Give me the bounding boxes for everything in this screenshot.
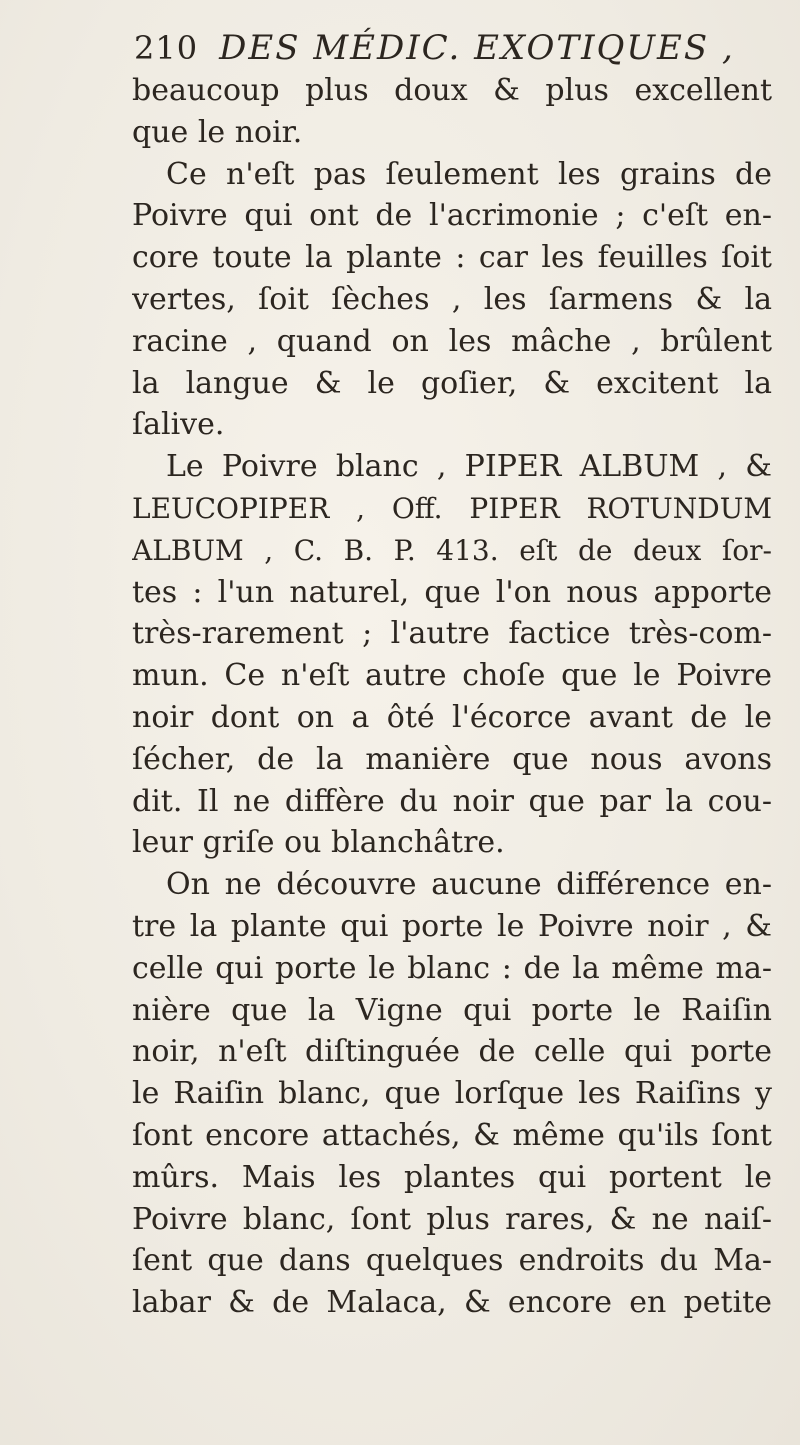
running-head: DES MÉDIC. EXOTIQUES , xyxy=(219,28,735,68)
text-line: dit. Il ne diffère du noir que par la cou- xyxy=(132,783,772,819)
text-line: beaucoup plus doux & plus excellent xyxy=(132,73,772,108)
text-line: vertes, ſoit ſèches , les ſarmens & la xyxy=(132,281,772,317)
text-line: ALBUM , C. B. P. 413. eſt de deux ſor- xyxy=(132,533,772,567)
text-line: Poivre qui ont de l'acrimonie ; c'eſt en- xyxy=(132,198,772,234)
text-line: celle qui porte le blanc : de la même ma- xyxy=(132,950,772,986)
text-line: labar & de Malaca, & encore en petite xyxy=(132,1285,772,1321)
body-text xyxy=(132,70,772,1324)
text-line: mûrs. Mais les plantes qui portent le xyxy=(132,1159,772,1195)
text-line: tre la plante qui porte le Poivre noir , & xyxy=(132,908,772,944)
text-line: Poivre blanc, ſont plus rares, & ne naiſ- xyxy=(132,1201,772,1237)
text-line: leur griſe ou blanchâtre. xyxy=(132,825,505,861)
text-line: core toute la plante : car les feuilles ſoit xyxy=(132,240,772,276)
text-line: ſont encore attachés, & même qu'ils ſont xyxy=(132,1117,772,1153)
text-line: racine , quand on les mâche , brûlent xyxy=(132,323,772,359)
text-line: LEUCOPIPER , Off. PIPER ROTUNDUM xyxy=(132,491,772,525)
text-line: On ne découvre aucune différence en- xyxy=(166,867,772,903)
page-number: 210 xyxy=(134,29,199,67)
text-line: noir dont on a ôté l'écorce avant de le xyxy=(132,699,772,735)
text-line: que le noir. xyxy=(132,114,303,150)
text-line: nière que la Vigne qui porte le Raiſin xyxy=(132,992,772,1028)
text-line: noir, n'eſt diſtinguée de celle qui porte xyxy=(132,1034,772,1070)
text-line: ſécher, de la manière que nous avons xyxy=(132,741,772,777)
text-line: ſalive. xyxy=(132,407,225,443)
text-line: le Raiſin blanc, que lorſque les Raiſins y xyxy=(132,1076,772,1112)
text-line: mun. Ce n'eſt autre choſe que le Poivre xyxy=(132,658,772,694)
text-line: très-rarement ; l'autre factice très-com- xyxy=(132,616,772,652)
text-line: Le Poivre blanc , PIPER ALBUM , & xyxy=(166,449,772,485)
text-line: ſent que dans quelques endroits du Ma- xyxy=(132,1243,772,1279)
text-line: Ce n'eſt pas ſeulement les grains de xyxy=(166,156,772,192)
text-line: la langue & le goſier, & excitent la xyxy=(132,365,772,401)
text-line: tes : l'un naturel, que l'on nous apporte xyxy=(132,574,772,610)
